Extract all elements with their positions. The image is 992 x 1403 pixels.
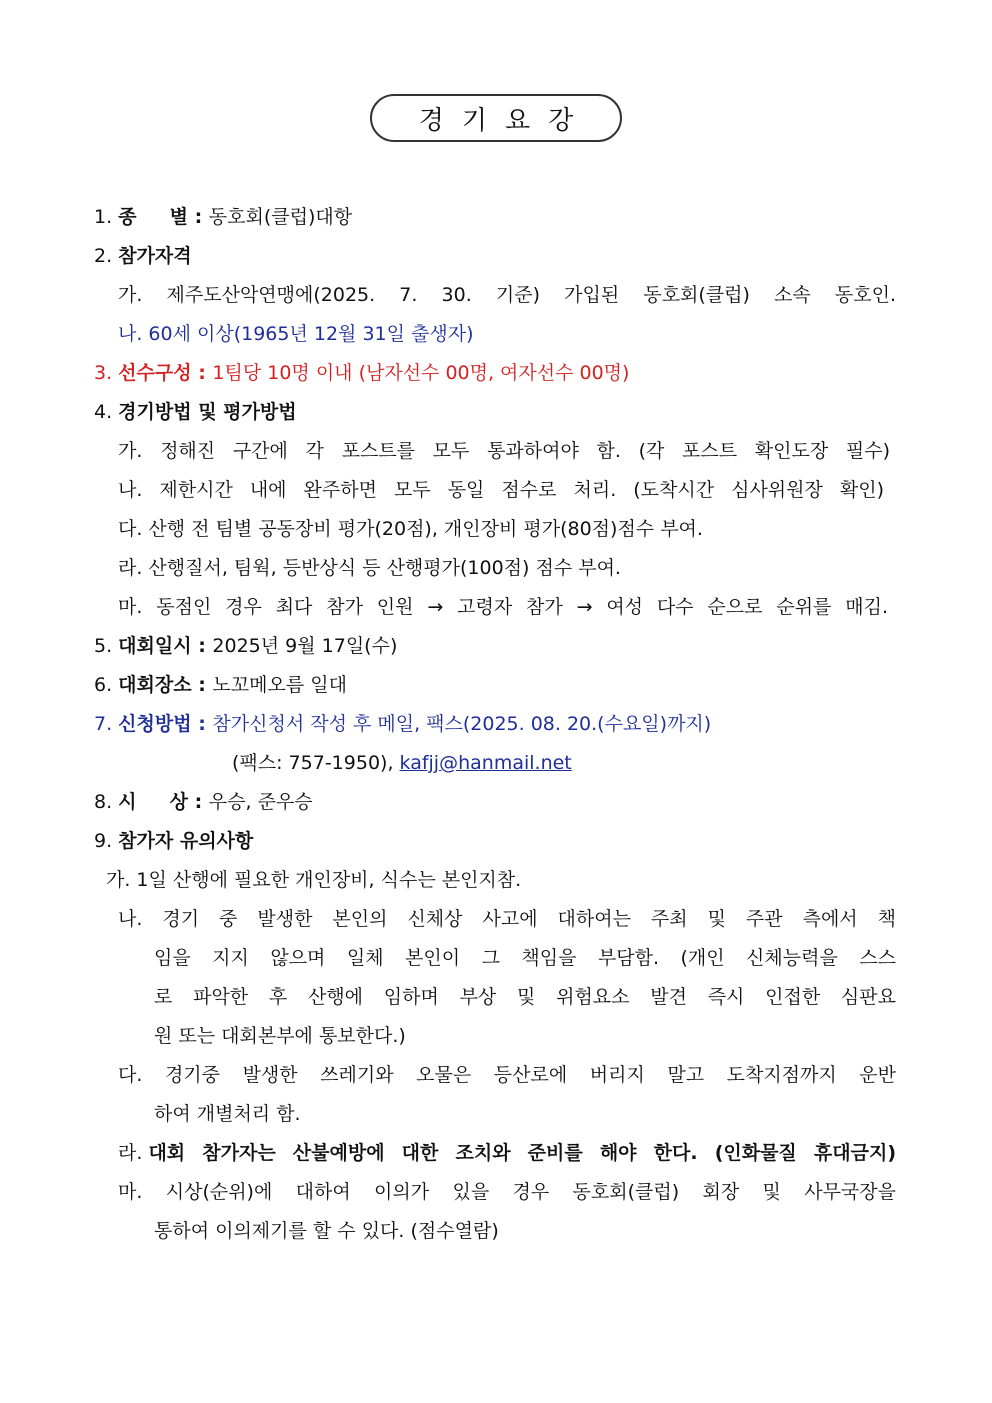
item-number: 7. [94,713,119,735]
item-9-sub-5-line-1: 마. 시상(순위)에 대하여 이의가 있을 경우 동호회(클럽) 회장 및 사무국장을 [118,1181,896,1203]
item-label: 참가자 유의사항 [118,830,254,852]
separator: : [191,635,213,657]
item-1 [94,204,352,230]
item-value: 우승, 준우승 [208,791,313,813]
sub-text: 대회 참가자는 산불예방에 대한 조치와 준비를 해야 한다. (인화물질 휴대금지) [148,1142,896,1164]
item-2-sub-1: 가. 제주도산악연맹에(2025. 7. 30. 기준) 가입된 동호회(클럽) 소속 동호인. [118,284,896,306]
item-8 [94,789,313,815]
separator: : [187,206,209,228]
item-9 [94,828,253,854]
item-value: 2025년 9월 17일(수) [212,635,398,657]
item-label: 시 상 [118,791,188,813]
email-link[interactable]: kafjj@hanmail.net [399,752,572,774]
item-9-sub-5-line-2: 통하여 이의제기를 할 수 있다. (점수열람) [154,1220,499,1242]
item-4 [94,399,297,425]
item-9-sub-2-line-1: 나. 경기 중 발생한 본인의 신체상 사고에 대하여는 주최 및 주관 측에서 책 [118,908,896,930]
item-5 [94,633,397,659]
item-4-sub-3: 다. 산행 전 팀별 공동장비 평가(20점), 개인장비 평가(80점)점수 부여. [118,518,703,540]
separator: : [191,713,213,735]
separator: : [191,362,213,384]
item-2 [94,243,192,269]
sub-marker: 라. [118,1142,149,1164]
item-label: 대회장소 [118,674,192,696]
item-label: 경기방법 및 평가방법 [118,401,297,423]
item-2-sub-2: 나. 60세 이상(1965년 12월 31일 출생자) [118,323,474,345]
item-number: 1. [94,206,119,228]
item-number: 9. [94,830,119,852]
item-label: 대회일시 [118,635,192,657]
item-9-sub-1: 가. 1일 산행에 필요한 개인장비, 식수는 본인지참. [106,869,522,891]
item-4-sub-4: 라. 산행질서, 팀웍, 등반상식 등 산행평가(100점) 점수 부여. [118,557,621,579]
item-value: 참가신청서 작성 후 메일, 팩스(2025. 08. 20.(수요일)까지) [212,713,712,735]
item-number: 2. [94,245,119,267]
item-number: 5. [94,635,119,657]
item-3 [94,360,629,386]
item-label: 종 별 [118,206,188,228]
item-4-sub-2: 나. 제한시간 내에 완주하면 모두 동일 점수로 처리. (도착시간 심사위원장 확인) [118,479,884,501]
item-label: 참가자격 [118,245,192,267]
item-4-sub-1: 가. 정해진 구간에 각 포스트를 모두 통과하여야 함. (각 포스트 확인도장 필수) [118,440,890,462]
item-7-contact [232,750,572,776]
item-number: 6. [94,674,119,696]
item-6 [94,672,347,698]
item-9-sub-3-line-1: 다. 경기중 발생한 쓰레기와 오물은 등산로에 버리지 말고 도착지점까지 운반 [118,1064,896,1086]
item-label: 선수구성 [118,362,192,384]
item-9-sub-4 [118,1140,896,1166]
item-value: 노꼬메오름 일대 [212,674,347,696]
item-9-sub-2-line-3: 로 파악한 후 산행에 임하며 부상 및 위험요소 발견 즉시 인접한 심판요 [154,986,896,1008]
separator: : [191,674,213,696]
item-value: 1팀당 10명 이내 (남자선수 00명, 여자선수 00명) [212,362,630,384]
item-number: 3. [94,362,119,384]
item-number: 4. [94,401,119,423]
fax-number: (팩스: 757-1950), [232,752,400,774]
separator: : [187,791,209,813]
item-7 [94,711,711,737]
item-9-sub-3-line-2: 하여 개별처리 함. [154,1103,301,1125]
item-number: 8. [94,791,119,813]
page-title: 경기요강 [370,94,622,142]
item-label: 신청방법 [118,713,192,735]
item-9-sub-2-line-4: 원 또는 대회본부에 통보한다.) [154,1025,406,1047]
item-value: 동호회(클럽)대항 [208,206,353,228]
item-9-sub-2-line-2: 임을 지지 않으며 일체 본인이 그 책임을 부담함. (개인 신체능력을 스스 [154,947,896,969]
item-4-sub-5: 마. 동점인 경우 최다 참가 인원 → 고령자 참가 → 여성 다수 순으로 순위를 매김. [118,596,888,618]
